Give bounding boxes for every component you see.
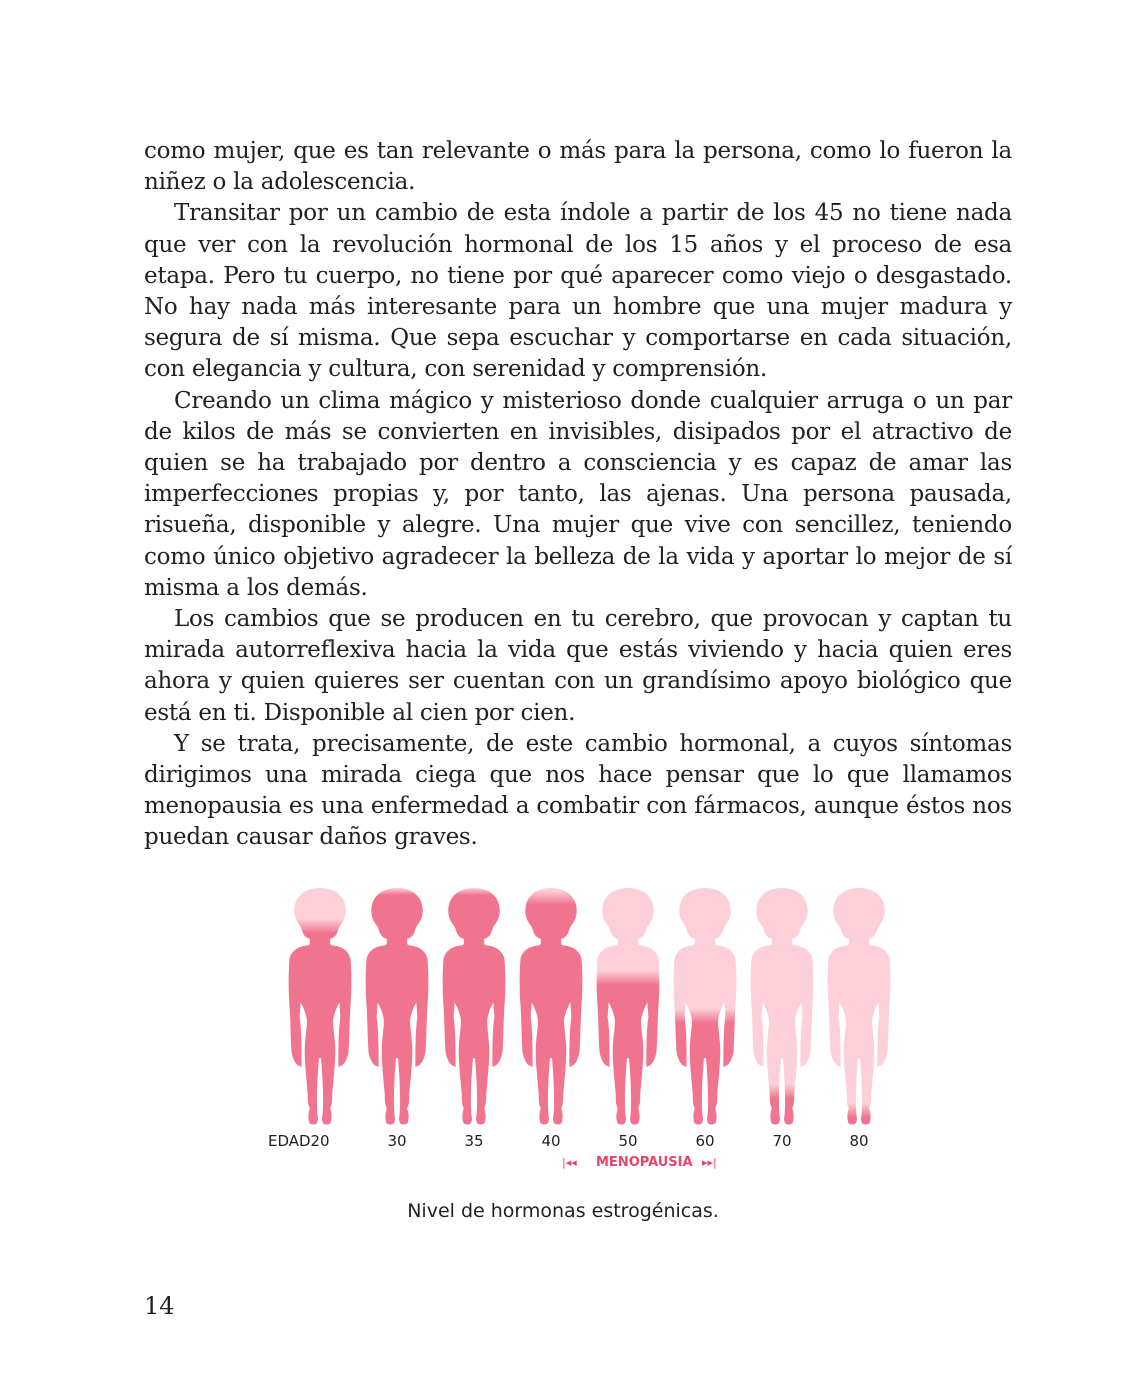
paragraph-5: Y se trata, precisamente, de este cambio hormonal, a cuyos síntomas dirigimos una mirada ciega que nos hace pensar que lo que llamamos menopausia es una enfermedad a combatir con fármacos, aunque éstos nos puedan causar daños graves. [144, 730, 1012, 851]
age-labels-group [310, 1132, 868, 1150]
paragraph-1: como mujer, que es tan relevante o más para la persona, como lo fueron la niñez o la adolescencia. [144, 138, 1012, 196]
menopause-label: MENOPAUSIA [596, 1155, 693, 1170]
age-label-50: 50 [618, 1132, 638, 1150]
menopause-right-arrow: ▸▸| [702, 1156, 717, 1169]
silhouette-age-20 [289, 888, 352, 1125]
estrogen-figure [250, 878, 910, 1178]
age-label-80: 80 [849, 1132, 869, 1150]
body-text [144, 136, 1012, 854]
age-label-60: 60 [695, 1132, 715, 1150]
page-number: 14 [144, 1292, 175, 1320]
silhouette-age-50 [597, 888, 660, 1125]
age-label-70: 70 [772, 1132, 792, 1150]
age-label-30: 30 [387, 1132, 407, 1150]
age-axis-label: EDAD [268, 1132, 311, 1150]
paragraph-3: Creando un clima mágico y misterioso donde cualquier arruga o un par de kilos de más se convierten en invisibles, disipados por el atractivo de quien se ha trabajado por dentro a consciencia y es capaz de amar las imperfecciones propias y, por tanto, las ajenas. Una persona pausada, risueña, disponible y alegre. Una mujer que vive con sencillez, teniendo como único objetivo agradecer la belleza de la vida y aportar lo mejor de sí misma a los demás. [144, 387, 1012, 601]
menopause-left-arrow: |◂◂ [562, 1156, 577, 1169]
silhouette-age-40 [520, 888, 583, 1125]
estrogen-silhouettes-svg [250, 878, 910, 1178]
age-label-35: 35 [464, 1132, 484, 1150]
menopause-marker [562, 1155, 717, 1170]
silhouettes-group [289, 888, 891, 1125]
age-label-40: 40 [541, 1132, 561, 1150]
age-label-20: 20 [310, 1132, 330, 1150]
paragraph-4: Los cambios que se producen en tu cerebro, que provocan y captan tu mirada autorreflexiva hacia la vida que estás viviendo y hacia quien eres ahora y quien quieres ser cuentan con un grandísimo apoyo biológico que está en ti. Disponible al cien por cien. [144, 606, 1012, 726]
silhouette-age-35 [443, 888, 506, 1125]
silhouette-age-60 [674, 888, 737, 1125]
paragraph-2: Transitar por un cambio de esta índole a partir de los 45 no tiene nada que ver con la revolución hormonal de los 15 años y el proceso de esa etapa. Pero tu cuerpo, no tiene por qué aparecer como viejo o desgastado. No hay nada más interesante para un hombre que una mujer madura y segura de sí misma. Que sepa escuchar y comportarse en cada situación, con elegancia y cultura, con serenidad y comprensión. [144, 200, 1012, 383]
figure-caption: Nivel de hormonas estrogénicas. [407, 1200, 719, 1222]
silhouette-age-30 [366, 888, 429, 1125]
silhouette-age-70 [751, 888, 814, 1125]
silhouette-age-80 [828, 888, 891, 1125]
